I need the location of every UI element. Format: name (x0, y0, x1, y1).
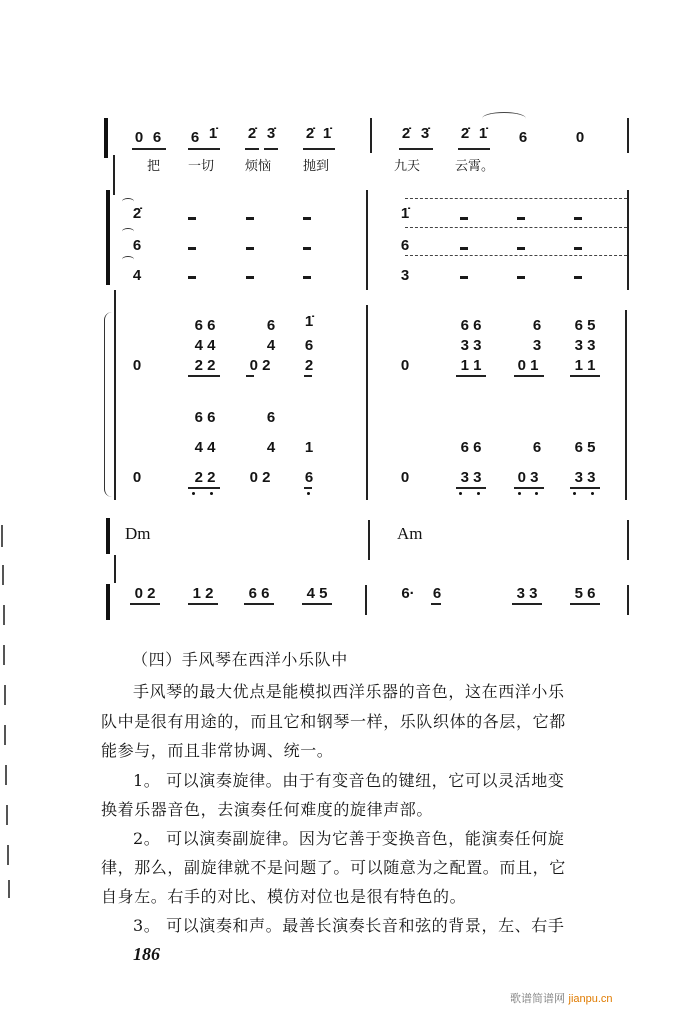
note: 4 (266, 337, 276, 354)
note: 2 2 (194, 357, 216, 374)
paragraph-line: 2。 可以演奏副旋律。因为它善于变换音色，能演奏任何旋 (133, 829, 565, 848)
barline (365, 585, 367, 615)
hold-dash (188, 276, 196, 279)
note: 3̇ (266, 125, 276, 142)
note: 0 (134, 129, 144, 146)
note: 6 (518, 129, 528, 146)
paragraph-line: 换着乐器音色，去演奏任何难度的旋律声部。 (101, 800, 434, 819)
rest: 0 (400, 357, 410, 374)
paragraph-line: 1。 可以演奏旋律。由于有变音色的键纽，它可以灵活地变 (133, 771, 565, 790)
system-line (114, 555, 116, 583)
note: 4 (132, 267, 142, 284)
hold-dash (303, 247, 311, 250)
underline (302, 603, 332, 605)
low-dot (459, 492, 462, 495)
note: 0 3 (517, 469, 539, 486)
underline (303, 148, 335, 150)
scan-margin-mark (4, 725, 6, 745)
underline (570, 487, 600, 489)
underline (130, 603, 160, 605)
slur (482, 112, 526, 125)
system-line (113, 155, 115, 195)
lyric: 九天 (394, 159, 421, 174)
note: 3 3 (516, 585, 538, 602)
note: 6 (304, 337, 314, 354)
barline-end (625, 310, 627, 500)
lyric: 抛到 (303, 159, 330, 174)
tie-line (405, 255, 627, 256)
low-dot (192, 492, 195, 495)
note: 4 4 (194, 439, 216, 456)
rest: 0 (132, 469, 142, 486)
underline (514, 375, 544, 377)
note: 0 2 (249, 357, 271, 374)
paragraph-line: 律，那么，副旋律就不是问题了。可以随意为之配置。而且，它 (101, 858, 566, 877)
note: 6 5 (574, 317, 596, 334)
underline (456, 487, 486, 489)
note: 3 3 (574, 337, 596, 354)
hold-dash (246, 247, 254, 250)
scan-margin-mark (1, 525, 3, 547)
hold-dash (303, 217, 311, 220)
scan-margin-mark (3, 645, 5, 665)
hold-dash (574, 276, 582, 279)
note: 0 1 (517, 357, 539, 374)
paragraph-line: 自身左。右手的对比、模仿对位也是很有特色的。 (101, 887, 467, 906)
scan-margin-mark (4, 685, 6, 705)
note: 2̇ (247, 125, 257, 142)
paragraph-line: 手风琴的最大优点是能模拟西洋乐器的音色，这在西洋小乐 (133, 682, 565, 701)
note: 2̇ (132, 205, 142, 222)
low-dot (591, 492, 594, 495)
lyric: 烦恼 (245, 159, 272, 174)
note: 1̇ (322, 125, 332, 142)
underline (304, 487, 312, 489)
note: 6 (532, 439, 542, 456)
lyric: 把 (147, 159, 161, 174)
low-dot (573, 492, 576, 495)
tie-line (405, 227, 627, 228)
barline (366, 305, 368, 500)
scan-margin-mark (2, 565, 4, 585)
tie (122, 198, 134, 205)
note: 3 (400, 267, 410, 284)
low-dot (210, 492, 213, 495)
hold-dash (460, 217, 468, 220)
note: 6 (304, 469, 314, 486)
watermark (510, 990, 613, 1006)
underline (245, 148, 259, 150)
barline-end (627, 585, 629, 615)
low-dot (518, 492, 521, 495)
underline (458, 148, 490, 150)
hold-dash (460, 276, 468, 279)
note: 6 (400, 237, 410, 254)
hold-dash (188, 217, 196, 220)
note: 6 6 (460, 317, 482, 334)
paragraph-line: 能参与，而且非常协调、统一。 (101, 741, 334, 760)
rest: 0 (400, 469, 410, 486)
watermark-cn: 歌谱简谱网 (510, 992, 565, 1005)
underline (246, 375, 254, 377)
barline-end (627, 520, 629, 560)
note: 2̇ (460, 125, 470, 142)
note: 6 6 (194, 409, 216, 426)
note: 1̇ (208, 125, 218, 142)
lyric: 云霄。 (455, 159, 495, 174)
underline (188, 148, 220, 150)
scan-margin-mark (7, 845, 9, 865)
system-bracket-sustain (106, 190, 110, 285)
note: 6 (266, 317, 276, 334)
underline (264, 148, 278, 150)
note: 4 (266, 439, 276, 456)
barline-end (627, 118, 629, 153)
note: 6 (432, 585, 442, 602)
hold-dash (246, 276, 254, 279)
note: 6 6 (248, 585, 270, 602)
hold-dash (517, 217, 525, 220)
scan-margin-mark (3, 605, 5, 625)
low-dot (307, 492, 310, 495)
hold-dash (574, 247, 582, 250)
underline (188, 487, 220, 489)
note: 1 2 (192, 585, 214, 602)
underline (188, 375, 220, 377)
note: 1̇ (478, 125, 488, 142)
underline (456, 375, 486, 377)
hold-dash (517, 276, 525, 279)
note: 2 (304, 357, 314, 374)
barline-end (627, 190, 629, 290)
note: 6 (132, 237, 142, 254)
lyric: 一切 (188, 159, 215, 174)
underline (304, 375, 312, 377)
note: 6 (532, 317, 542, 334)
low-dot (477, 492, 480, 495)
underline (514, 487, 544, 489)
note: 5 6 (574, 585, 596, 602)
hold-dash (460, 247, 468, 250)
note: 6 6 (194, 317, 216, 334)
note: 3 3 (460, 469, 482, 486)
chord-symbol: Dm (125, 524, 151, 543)
note: 2̇ (305, 125, 315, 142)
underline (512, 603, 542, 605)
note: 1 1 (574, 357, 596, 374)
tie (122, 256, 134, 263)
underline (431, 603, 441, 605)
tie-line (405, 198, 627, 199)
note: 6 (266, 409, 276, 426)
system-bracket-chords (106, 518, 110, 554)
underline (132, 148, 166, 150)
barline (366, 190, 368, 290)
note: 4 4 (194, 337, 216, 354)
system-bracket-bass (106, 584, 110, 620)
note: 2̇ (401, 125, 411, 142)
underline (399, 148, 433, 150)
hold-dash (574, 217, 582, 220)
hold-dash (188, 247, 196, 250)
note: 3̇ (420, 125, 430, 142)
underline (244, 603, 274, 605)
hold-dash (303, 276, 311, 279)
underline (188, 603, 218, 605)
low-dot (535, 492, 538, 495)
note: 3 3 (460, 337, 482, 354)
note: 0 2 (134, 585, 156, 602)
system-bracket-melody (104, 118, 108, 158)
system-line-accordion (114, 290, 116, 500)
paragraph-line: 队中是很有用途的，而且它和钢琴一样，乐队织体的各层，它都 (101, 712, 566, 731)
page-number: 186 (133, 944, 160, 964)
note: 4 5 (306, 585, 328, 602)
note: 3 (532, 337, 542, 354)
note: 0 2 (249, 469, 271, 486)
section-heading: （四）手风琴在西洋小乐队中 (132, 650, 348, 669)
scan-margin-mark (8, 880, 10, 898)
note: 1 (304, 439, 314, 456)
chord-symbol: Am (397, 524, 423, 543)
note: 6 5 (574, 439, 596, 456)
note: 6 (152, 129, 162, 146)
note: 6 6 (460, 439, 482, 456)
note: 6 (190, 129, 200, 146)
note: 1 1 (460, 357, 482, 374)
note: 1̇ (400, 205, 410, 222)
note: 0 (575, 129, 585, 146)
scan-margin-mark (5, 765, 7, 785)
watermark-domain: jianpu.cn (568, 993, 613, 1005)
note: 1̇ (304, 313, 314, 330)
rest: 0 (132, 357, 142, 374)
accordion-brace (104, 312, 113, 497)
hold-dash (517, 247, 525, 250)
paragraph-line: 3。 可以演奏和声。最善长演奏长音和弦的背景，左、右手 (133, 916, 565, 935)
note: 6· (401, 585, 415, 602)
barline (368, 520, 370, 560)
note: 2 2 (194, 469, 216, 486)
scan-margin-mark (6, 805, 8, 825)
underline (570, 375, 600, 377)
underline (570, 603, 600, 605)
hold-dash (246, 217, 254, 220)
note: 3 3 (574, 469, 596, 486)
barline (370, 118, 372, 153)
tie (122, 228, 134, 235)
